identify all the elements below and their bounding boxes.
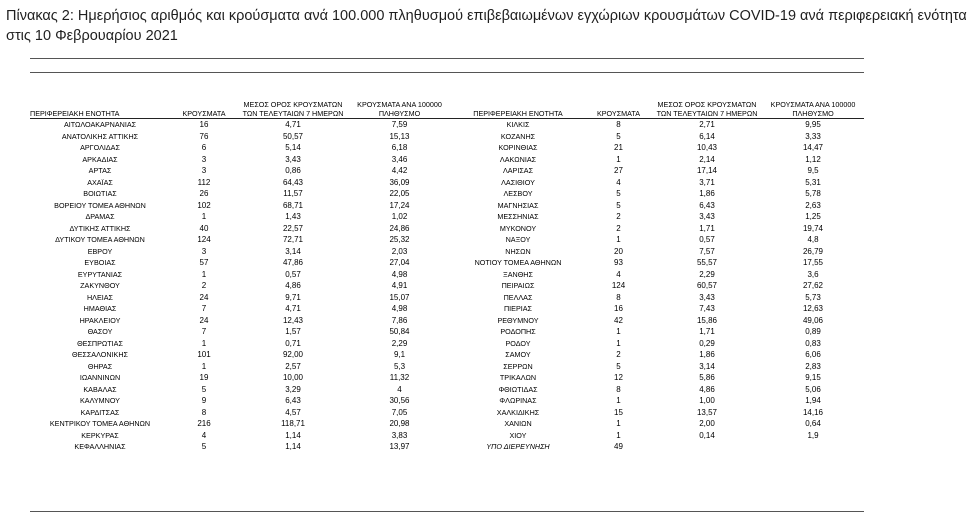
table-row bbox=[30, 165, 864, 177]
table-row bbox=[30, 372, 864, 384]
right-region-cell: ΛΑΚΩΝΙΑΣ bbox=[499, 154, 537, 164]
right-per100k-cell: 0,83 bbox=[805, 338, 821, 348]
right-avg7-cell: 7,43 bbox=[699, 304, 715, 313]
right-per100k-cell: 12,63 bbox=[802, 304, 824, 313]
right-cases-cell: 5 bbox=[616, 131, 621, 141]
right-avg7-cell: 55,57 bbox=[696, 258, 718, 267]
left-per100k-cell: 25,32 bbox=[389, 235, 410, 244]
right-region-cell: ΦΛΩΡΙΝΑΣ bbox=[499, 396, 537, 405]
right-region-cell: ΛΑΡΙΣΑΣ bbox=[502, 166, 534, 175]
left-avg7-cell: 92,00 bbox=[282, 350, 304, 359]
right-cases-cell: 4 bbox=[616, 269, 621, 279]
left-avg7-cell: 5,14 bbox=[285, 143, 301, 152]
left-avg7-cell: 47,86 bbox=[282, 258, 304, 267]
left-region-cell: ΚΑΛΥΜΝΟΥ bbox=[80, 396, 120, 405]
left-cases-cell: 8 bbox=[201, 407, 207, 417]
right-cases-cell: 2 bbox=[616, 350, 621, 359]
right-per100k-cell: 9,95 bbox=[805, 120, 821, 129]
left-per100k-cell: 36,09 bbox=[389, 177, 410, 187]
left-cases-cell: 1 bbox=[201, 338, 207, 348]
right-per100k-cell: 5,78 bbox=[805, 189, 821, 198]
left-region-cell: ΕΥΒΟΙΑΣ bbox=[84, 258, 116, 267]
right-region-cell: ΡΟΔΟΠΗΣ bbox=[500, 327, 536, 336]
left-region-cell: ΚΕΦΑΛΛΗΝΙΑΣ bbox=[74, 442, 126, 451]
left-per100k-cell: 7,05 bbox=[391, 407, 408, 417]
left-per100k-cell: 30,56 bbox=[389, 396, 410, 405]
right-per100k-cell: 14,16 bbox=[802, 407, 824, 417]
table-row bbox=[30, 188, 864, 200]
right-cases-cell: 1 bbox=[616, 396, 621, 405]
left-region-cell: ΗΜΑΘΙΑΣ bbox=[83, 304, 117, 313]
right-per100k-cell: 1,94 bbox=[805, 396, 821, 405]
right-cases-cell: 1 bbox=[616, 419, 621, 428]
right-region-cell: ΚΟΖΑΝΗΣ bbox=[500, 131, 536, 141]
left-cases-cell: 3 bbox=[201, 154, 207, 164]
right-per100k-cell: 6,06 bbox=[805, 350, 821, 359]
left-region-cell: ΕΥΡΥΤΑΝΙΑΣ bbox=[77, 269, 123, 279]
left-per100k-cell: 2,03 bbox=[391, 246, 408, 256]
left-cases-cell: 2 bbox=[201, 281, 207, 290]
left-cases-cell: 76 bbox=[199, 131, 209, 141]
right-avg7-cell: 10,43 bbox=[696, 143, 718, 152]
left-cases-cell: 19 bbox=[199, 373, 209, 382]
right-per100k-cell: 3,33 bbox=[805, 131, 821, 141]
left-avg7-cell: 9,71 bbox=[285, 292, 301, 302]
table-caption: Πίνακας 2: Ημερήσιος αριθμός και κρούσματα ανά 100.000 πληθυσμού επιβεβαιωμένων εγχώριων κρουσμάτων COVID-19 ανά περιφερειακή ενότητα στις 10 Φεβρουαρίου 2021 bbox=[6, 8, 967, 44]
left-cases-cell: 3 bbox=[201, 166, 207, 175]
table-row bbox=[30, 200, 864, 212]
left-avg7-cell: 0,57 bbox=[285, 269, 301, 279]
left-per100k-cell: 1,02 bbox=[391, 212, 408, 221]
right-region-cell: ΤΡΙΚΑΛΩΝ bbox=[499, 373, 537, 382]
left-cases-cell: 16 bbox=[199, 120, 209, 129]
left-region-cell: ΘΗΡΑΣ bbox=[87, 361, 113, 371]
bottom-divider bbox=[30, 511, 864, 512]
left-avg7-cell: 4,86 bbox=[285, 281, 301, 290]
right-per100k-cell: 1,9 bbox=[807, 430, 819, 440]
left-per100k-cell: 50,84 bbox=[389, 327, 410, 336]
left-avg7-cell: 4,71 bbox=[285, 304, 301, 313]
header-top-divider bbox=[30, 72, 864, 73]
right-cases-cell: 1 bbox=[616, 235, 621, 244]
left-per100k-cell: 20,98 bbox=[389, 419, 410, 428]
right-cases-cell: 124 bbox=[611, 281, 626, 290]
left-region-cell: ΕΒΡΟΥ bbox=[87, 246, 113, 256]
left-per100k-cell: 4,98 bbox=[391, 304, 408, 313]
table-row bbox=[30, 131, 864, 143]
right-region-cell: ΜΕΣΣΗΝΙΑΣ bbox=[497, 212, 539, 221]
table-body bbox=[30, 119, 864, 453]
right-region-cell: ΞΑΝΘΗΣ bbox=[503, 269, 533, 279]
left-cases-cell: 4 bbox=[201, 430, 207, 440]
right-avg7-cell: 1,00 bbox=[699, 396, 715, 405]
left-avg7-cell: 1,43 bbox=[285, 212, 301, 221]
col-header-cases-2: ΚΡΟΥΣΜΑΤΑ bbox=[596, 109, 641, 118]
left-avg7-cell: 2,57 bbox=[285, 361, 301, 371]
table-row bbox=[30, 441, 864, 453]
left-cases-cell: 40 bbox=[199, 223, 209, 233]
left-region-cell: ΑΡΚΑΔΙΑΣ bbox=[82, 154, 118, 164]
right-cases-cell: 1 bbox=[616, 430, 621, 440]
right-region-cell: ΝΗΣΩΝ bbox=[505, 246, 531, 256]
table-row bbox=[30, 430, 864, 442]
right-per100k-cell: 5,73 bbox=[805, 292, 821, 302]
right-cases-cell: 12 bbox=[614, 373, 623, 382]
right-per100k-cell: 9,15 bbox=[805, 373, 821, 382]
right-avg7-cell: 3,43 bbox=[699, 292, 715, 302]
table-row bbox=[30, 418, 864, 430]
left-avg7-cell: 4,57 bbox=[285, 407, 301, 417]
left-region-cell: ΘΕΣΠΡΩΤΙΑΣ bbox=[77, 338, 123, 348]
left-per100k-cell: 15,13 bbox=[389, 131, 410, 141]
left-per100k-cell: 2,29 bbox=[391, 338, 408, 348]
table-row bbox=[30, 177, 864, 189]
left-avg7-cell: 12,43 bbox=[282, 315, 304, 325]
table-row bbox=[30, 303, 864, 315]
left-cases-cell: 112 bbox=[197, 177, 211, 187]
col-header-per100k: ΚΡΟΥΣΜΑΤΑ ΑΝΑ 100000 ΠΛΗΘΥΣΜΟ bbox=[357, 100, 442, 118]
table-row bbox=[30, 154, 864, 166]
left-region-cell: ΔΥΤΙΚΗΣ ΑΤΤΙΚΗΣ bbox=[69, 223, 131, 233]
right-per100k-cell: 49,06 bbox=[802, 315, 824, 325]
right-cases-cell: 16 bbox=[614, 304, 623, 313]
right-cases-cell: 5 bbox=[616, 361, 621, 371]
right-cases-cell: 5 bbox=[616, 189, 621, 198]
left-avg7-cell: 1,14 bbox=[285, 430, 301, 440]
col-header-cases: ΚΡΟΥΣΜΑΤΑ bbox=[182, 109, 226, 118]
left-cases-cell: 57 bbox=[199, 258, 209, 267]
right-region-cell: ΠΙΕΡΙΑΣ bbox=[503, 304, 532, 313]
left-cases-cell: 102 bbox=[197, 200, 211, 210]
right-per100k-cell: 5,31 bbox=[805, 177, 821, 187]
left-cases-cell: 1 bbox=[201, 212, 207, 221]
right-region-cell: ΦΘΙΩΤΙΔΑΣ bbox=[498, 384, 538, 394]
right-cases-cell: 1 bbox=[616, 154, 621, 164]
right-per100k-cell: 9,5 bbox=[807, 166, 819, 175]
left-cases-cell: 6 bbox=[201, 143, 207, 152]
right-per100k-cell: 4,8 bbox=[807, 235, 819, 244]
left-per100k-cell: 17,24 bbox=[389, 200, 410, 210]
table-row bbox=[30, 246, 864, 258]
col-header-avg7-2: ΜΕΣΟΣ ΟΡΟΣ ΚΡΟΥΣΜΑΤΩΝ ΤΩΝ ΤΕΛΕΥΤΑΙΩΝ 7 ΗΜΕΡΩΝ bbox=[656, 100, 758, 118]
right-per100k-cell: 0,64 bbox=[805, 419, 821, 428]
right-region-cell: ΜΥΚΟΝΟΥ bbox=[499, 223, 537, 233]
left-per100k-cell: 4,42 bbox=[391, 166, 408, 175]
right-per100k-cell: 3,6 bbox=[807, 269, 819, 279]
table-row bbox=[30, 407, 864, 419]
left-per100k-cell: 7,59 bbox=[391, 120, 408, 129]
table-row bbox=[30, 234, 864, 246]
right-region-cell: ΡΕΘΥΜΝΟΥ bbox=[497, 315, 539, 325]
right-avg7-cell: 15,86 bbox=[696, 315, 718, 325]
right-cases-cell: 21 bbox=[614, 143, 623, 152]
left-per100k-cell: 4,98 bbox=[391, 269, 408, 279]
left-cases-cell: 9 bbox=[201, 396, 207, 405]
right-per100k-cell bbox=[762, 441, 864, 453]
left-cases-cell: 124 bbox=[197, 235, 211, 244]
right-avg7-cell: 1,86 bbox=[699, 189, 715, 198]
table-row bbox=[30, 211, 864, 223]
right-avg7-cell: 7,57 bbox=[699, 246, 715, 256]
left-avg7-cell: 64,43 bbox=[282, 177, 304, 187]
right-per100k-cell: 17,55 bbox=[802, 258, 824, 267]
left-avg7-cell: 72,71 bbox=[282, 235, 304, 244]
right-region-cell: ΧΑΛΚΙΔΙΚΗΣ bbox=[496, 407, 540, 417]
right-cases-cell: 20 bbox=[614, 246, 623, 256]
left-region-cell: ΒΟΙΩΤΙΑΣ bbox=[83, 189, 117, 198]
left-cases-cell: 26 bbox=[199, 189, 209, 198]
left-avg7-cell: 6,43 bbox=[285, 396, 301, 405]
right-region-cell: ΚΟΡΙΝΘΙΑΣ bbox=[498, 143, 538, 152]
right-cases-cell: 42 bbox=[614, 315, 623, 325]
left-avg7-cell: 1,14 bbox=[285, 442, 301, 451]
left-region-cell: ΔΡΑΜΑΣ bbox=[85, 212, 115, 221]
left-avg7-cell: 3,43 bbox=[285, 154, 301, 164]
right-cases-cell: 93 bbox=[614, 258, 623, 267]
left-per100k-cell: 15,07 bbox=[389, 292, 410, 302]
left-avg7-cell: 1,57 bbox=[285, 327, 301, 336]
left-cases-cell: 216 bbox=[197, 419, 211, 428]
right-region-cell: ΛΕΣΒΟΥ bbox=[503, 189, 533, 198]
left-avg7-cell: 50,57 bbox=[282, 131, 304, 141]
right-avg7-cell: 5,86 bbox=[699, 373, 715, 382]
right-region-cell: ΜΑΓΝΗΣΙΑΣ bbox=[497, 200, 539, 210]
right-avg7-cell: 4,86 bbox=[699, 384, 715, 394]
table-row bbox=[30, 349, 864, 361]
left-avg7-cell: 22,57 bbox=[282, 223, 304, 233]
left-avg7-cell: 3,29 bbox=[285, 384, 301, 394]
left-avg7-cell: 4,71 bbox=[285, 120, 301, 129]
left-region-cell: ΚΕΝΤΡΙΚΟΥ ΤΟΜΕΑ ΑΘΗΝΩΝ bbox=[49, 419, 151, 428]
left-cases-cell: 5 bbox=[201, 442, 207, 451]
left-avg7-cell: 0,71 bbox=[285, 338, 301, 348]
left-per100k-cell: 7,86 bbox=[391, 315, 408, 325]
table-row bbox=[30, 361, 864, 373]
table-row bbox=[30, 223, 864, 235]
left-avg7-cell: 11,57 bbox=[283, 189, 303, 198]
right-region-cell: ΠΕΙΡΑΙΩΣ bbox=[501, 281, 535, 290]
left-cases-cell: 101 bbox=[197, 350, 211, 359]
right-avg7-cell: 2,71 bbox=[699, 120, 715, 129]
left-per100k-cell: 13,97 bbox=[389, 442, 410, 451]
right-region-cell: ΧΙΟΥ bbox=[509, 430, 527, 440]
left-per100k-cell: 4 bbox=[397, 384, 402, 394]
right-cases-cell: 1 bbox=[616, 327, 621, 336]
left-region-cell: ΔΥΤΙΚΟΥ ΤΟΜΕΑ ΑΘΗΝΩΝ bbox=[55, 235, 145, 244]
right-per100k-cell: 2,63 bbox=[805, 200, 821, 210]
left-cases-cell: 1 bbox=[201, 269, 207, 279]
left-cases-cell: 7 bbox=[201, 304, 207, 313]
right-region-cell: ΝΟΤΙΟΥ ΤΟΜΕΑ ΑΘΗΝΩΝ bbox=[474, 258, 562, 267]
right-avg7-cell: 3,14 bbox=[699, 361, 715, 371]
left-per100k-cell: 3,83 bbox=[391, 430, 408, 440]
right-region-cell: ΧΑΝΙΩΝ bbox=[504, 419, 532, 428]
right-avg7-cell: 6,43 bbox=[699, 200, 715, 210]
right-per100k-cell: 1,25 bbox=[805, 212, 821, 221]
right-cases-cell: 8 bbox=[616, 384, 621, 394]
right-avg7-cell: 13,57 bbox=[696, 407, 718, 417]
left-avg7-cell: 3,14 bbox=[285, 246, 301, 256]
left-region-cell: ΗΡΑΚΛΕΙΟΥ bbox=[79, 315, 121, 325]
table-row bbox=[30, 269, 864, 281]
right-avg7-cell: 1,86 bbox=[699, 350, 715, 359]
right-region-cell: ΚΙΛΚΙΣ bbox=[506, 120, 530, 129]
table-row bbox=[30, 326, 864, 338]
right-region-cell: ΡΟΔΟΥ bbox=[505, 338, 531, 348]
left-region-cell: ΘΑΣΟΥ bbox=[87, 327, 113, 336]
right-avg7-cell: 6,14 bbox=[699, 131, 715, 141]
right-per100k-cell: 1,12 bbox=[805, 154, 821, 164]
table-row bbox=[30, 119, 864, 131]
table-row bbox=[30, 292, 864, 304]
left-cases-cell: 3 bbox=[201, 246, 207, 256]
right-region-cell: ΣΑΜΟΥ bbox=[505, 350, 531, 359]
left-region-cell: ΑΙΤΩΛΟΑΚΑΡΝΑΝΙΑΣ bbox=[63, 120, 137, 129]
right-per100k-cell: 26,79 bbox=[802, 246, 824, 256]
left-region-cell: ΑΡΓΟΛΙΔΑΣ bbox=[80, 143, 120, 152]
right-cases-cell: 8 bbox=[616, 292, 621, 302]
left-per100k-cell: 24,86 bbox=[389, 223, 410, 233]
right-per100k-cell: 27,62 bbox=[802, 281, 824, 290]
col-header-region-2: ΠΕΡΙΦΕΡΕΙΑΚΗ ΕΝΟΤΗΤΑ bbox=[473, 109, 563, 118]
left-region-cell: ΘΕΣΣΑΛΟΝΙΚΗΣ bbox=[72, 350, 128, 359]
right-region-cell: ΠΕΛΛΑΣ bbox=[503, 292, 533, 302]
right-cases-cell: 1 bbox=[616, 338, 621, 348]
right-per100k-cell: 14,47 bbox=[802, 143, 824, 152]
table-row bbox=[30, 280, 864, 292]
col-header-region: ΠΕΡΙΦΕΡΕΙΑΚΗ ΕΝΟΤΗΤΑ bbox=[30, 109, 120, 118]
right-avg7-cell: 3,43 bbox=[699, 212, 715, 221]
regional-cases-table bbox=[30, 80, 864, 453]
left-cases-cell: 7 bbox=[201, 327, 207, 336]
right-cases-cell: 4 bbox=[616, 177, 621, 187]
right-avg7-cell: 60,57 bbox=[696, 281, 718, 290]
right-avg7-cell: 3,71 bbox=[699, 177, 715, 187]
left-region-cell: ΚΕΡΚΥΡΑΣ bbox=[81, 430, 119, 440]
left-region-cell: ΗΛΕΙΑΣ bbox=[86, 292, 114, 302]
left-region-cell: ΙΩΑΝΝΙΝΩΝ bbox=[79, 373, 121, 382]
right-avg7-cell: 2,29 bbox=[699, 269, 715, 279]
right-region-cell: ΥΠΟ ΔΙΕΡΕΥΝΗΣΗ bbox=[486, 442, 550, 451]
left-per100k-cell: 27,04 bbox=[389, 258, 410, 267]
left-per100k-cell: 9,1 bbox=[393, 350, 406, 359]
left-region-cell: ΑΝΑΤΟΛΙΚΗΣ ΑΤΤΙΚΗΣ bbox=[61, 131, 139, 141]
right-cases-cell: 8 bbox=[616, 120, 621, 129]
table-row bbox=[30, 257, 864, 269]
left-region-cell: ΒΟΡΕΙΟΥ ΤΟΜΕΑ ΑΘΗΝΩΝ bbox=[54, 200, 146, 210]
right-avg7-cell: 2,14 bbox=[699, 154, 715, 164]
right-avg7-cell: 0,57 bbox=[699, 235, 715, 244]
left-avg7-cell: 68,71 bbox=[282, 200, 304, 210]
right-per100k-cell: 0,89 bbox=[805, 327, 821, 336]
left-cases-cell: 1 bbox=[201, 361, 207, 371]
right-cases-cell: 5 bbox=[616, 200, 621, 210]
right-avg7-cell: 1,71 bbox=[699, 327, 715, 336]
left-avg7-cell: 0,86 bbox=[285, 166, 301, 175]
table-row bbox=[30, 395, 864, 407]
right-cases-cell: 49 bbox=[614, 442, 623, 451]
left-per100k-cell: 6,18 bbox=[391, 143, 408, 152]
right-per100k-cell: 5,06 bbox=[805, 384, 821, 394]
right-avg7-cell: 2,00 bbox=[699, 419, 715, 428]
right-region-cell: ΝΑΞΟΥ bbox=[505, 235, 531, 244]
col-header-avg7: ΜΕΣΟΣ ΟΡΟΣ ΚΡΟΥΣΜΑΤΩΝ ΤΩΝ ΤΕΛΕΥΤΑΙΩΝ 7 ΗΜΕΡΩΝ bbox=[242, 100, 344, 118]
left-per100k-cell: 22,05 bbox=[389, 189, 410, 198]
top-divider bbox=[30, 58, 864, 59]
right-avg7-cell bbox=[652, 441, 762, 453]
right-cases-cell: 27 bbox=[614, 166, 623, 175]
table-row bbox=[30, 338, 864, 350]
right-cases-cell: 2 bbox=[616, 223, 621, 233]
left-per100k-cell: 4,91 bbox=[391, 281, 408, 290]
right-region-cell: ΣΕΡΡΩΝ bbox=[503, 361, 533, 371]
right-avg7-cell: 0,29 bbox=[699, 338, 715, 348]
left-cases-cell: 24 bbox=[199, 292, 209, 302]
left-per100k-cell: 5,3 bbox=[393, 361, 406, 371]
right-avg7-cell: 1,71 bbox=[699, 223, 715, 233]
left-cases-cell: 5 bbox=[201, 384, 207, 394]
table-row bbox=[30, 384, 864, 396]
table-row bbox=[30, 315, 864, 327]
left-region-cell: ΑΡΤΑΣ bbox=[88, 166, 112, 175]
right-avg7-cell: 0,14 bbox=[699, 430, 715, 440]
left-region-cell: ΚΑΡΔΙΤΣΑΣ bbox=[80, 407, 120, 417]
table-header-row bbox=[30, 80, 864, 119]
right-avg7-cell: 17,14 bbox=[696, 166, 718, 175]
left-region-cell: ΚΑΒΑΛΑΣ bbox=[83, 384, 117, 394]
left-avg7-cell: 10,00 bbox=[282, 373, 304, 382]
left-avg7-cell: 118,71 bbox=[281, 419, 305, 428]
left-per100k-cell: 3,46 bbox=[391, 154, 408, 164]
right-per100k-cell: 19,74 bbox=[802, 223, 824, 233]
left-region-cell: ΖΑΚΥΝΘΟΥ bbox=[80, 281, 120, 290]
table-row bbox=[30, 142, 864, 154]
left-region-cell: ΑΧΑΪΑΣ bbox=[87, 177, 113, 187]
right-per100k-cell: 2,83 bbox=[805, 361, 821, 371]
right-region-cell: ΛΑΣΙΘΙΟΥ bbox=[501, 177, 535, 187]
left-cases-cell: 24 bbox=[199, 315, 209, 325]
col-header-per100k-2: ΚΡΟΥΣΜΑΤΑ ΑΝΑ 100000 ΠΛΗΘΥΣΜΟ bbox=[770, 100, 856, 118]
left-per100k-cell: 11,32 bbox=[389, 373, 410, 382]
right-cases-cell: 2 bbox=[616, 212, 621, 221]
right-cases-cell: 15 bbox=[614, 407, 623, 417]
